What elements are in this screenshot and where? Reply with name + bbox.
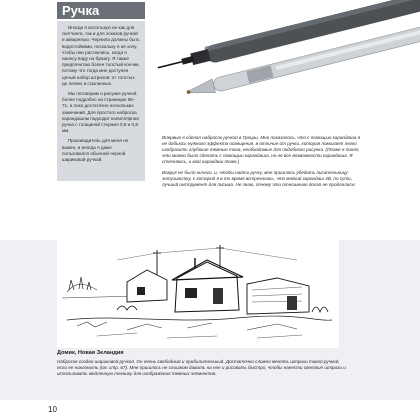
left-paragraph: Производитель для меня не важен, и иногда я даже пользовался обычной черной шариковой ручкой. — [62, 138, 129, 163]
illustration-caption-text: Набросок создан шариковой ручкой. Он очень свободный и прибилительный. Достаточно сложно менять штрихи такой ручкой, если ее наклонить (см. стр. 67). Мне пришлось не слишком давить на нее и рисовать быстро, чтобы нанести светлые штрихи и использовать медленную технику для изображения темных элементов. — [57, 359, 346, 376]
section-title: Ручка — [62, 3, 100, 18]
section-header — [57, 2, 145, 19]
illustration-caption-title: Домик, Новая Зеландия — [57, 350, 124, 356]
caption-block — [162, 135, 362, 193]
illustration-caption — [57, 349, 347, 377]
caption-paragraph: Впервые я сделал набросок ручкой в Греции. Мне показалось, что с помощью карандаша я не добьюсь нужного эффекта освещения, в отличие от ручки, которая помогает легко изобразить глубокие темные тона, необходимые для подобного рисунка. (Позже я понял, что можно было сделать с помощью карандаша, но не все возможности карандаша. Я стесняюсь, и мой карандаш тоже.) — [162, 135, 361, 164]
house-sketch-image — [57, 240, 339, 348]
caption-paragraph: Вокруг не было ничего, и, чтобы найти ручку, мне пришлось убедить писательницу-энтузиастку, с которой я в то время встречалась, что мягкий карандаш 4B, по сути, лучший инструмент для письма. Не знаю, почему эти отношения долго не продлились! — [162, 170, 356, 187]
left-text-panel — [57, 21, 145, 181]
left-paragraph: Мы поговорим о рисунке ручкой более подробно на страницах 66–71, а пока достаточно нескольких замечаний. Для простого наброска карандашом подходит капиллярная ручка с толщиной стержня 0,5 и 0,8 мм. — [62, 91, 139, 134]
pens-image — [155, 0, 420, 110]
left-paragraph: Иногда я использую ее как для скетчинга, так и для эскизов ручкой и акварелью. Чернила должны быть водостойкими, поскольку я не хочу, чтобы они растеклись, когда я нанесу воду на бумагу. Я также предпочитаю более толстый кончик, потому что тогда мне доступен целый набор штрихов: от толстых до легких и ссыпанных. — [62, 25, 140, 86]
page-number: 10 — [48, 405, 57, 414]
